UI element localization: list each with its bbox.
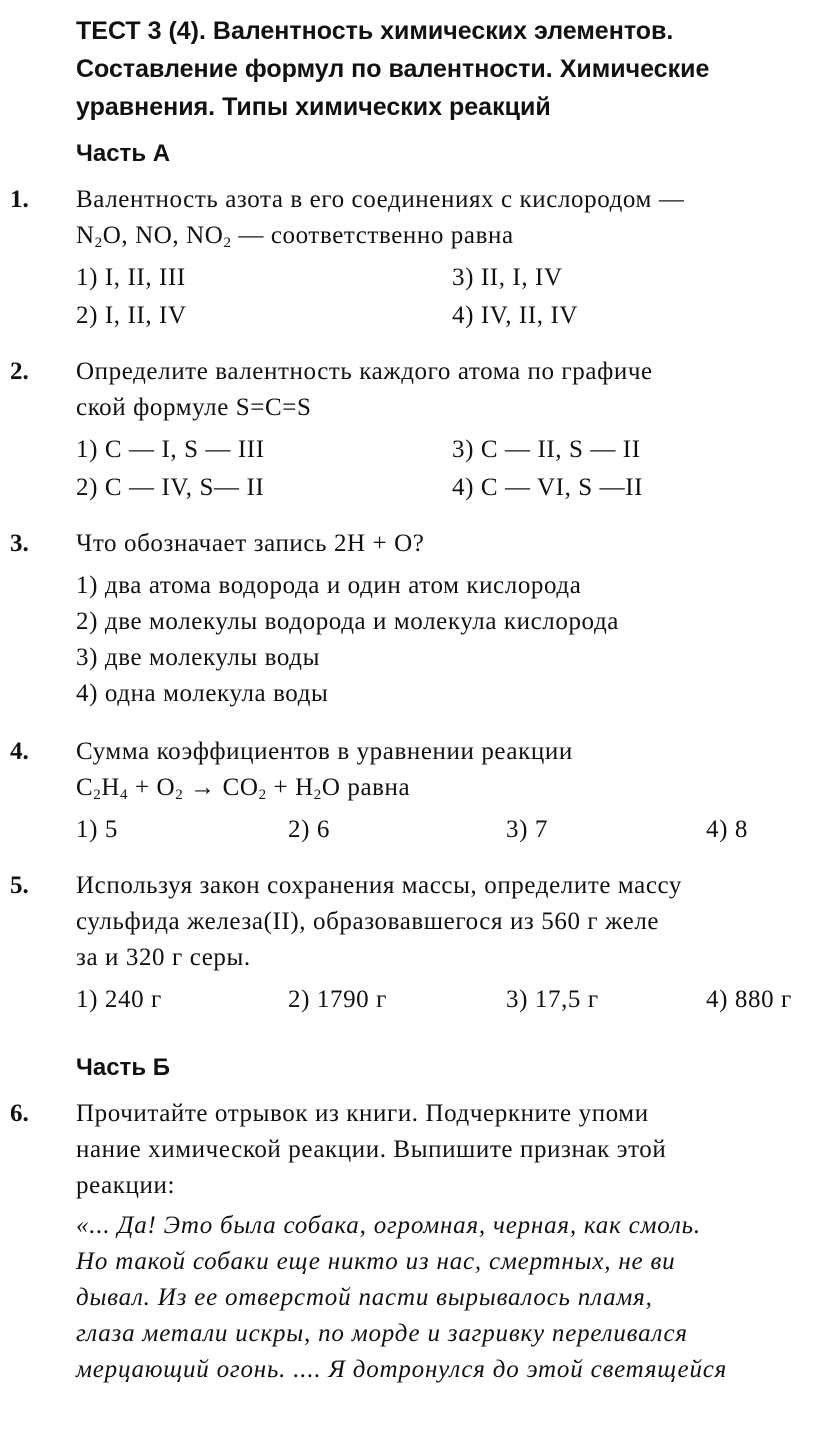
q4-eq-part: O равна (321, 774, 411, 801)
part-a-heading: Часть А (76, 140, 171, 167)
q3-option-2: 2) две молекулы водорода и молекула кислорода (76, 608, 619, 635)
q4-subscript: 4 (120, 787, 129, 803)
q1-subscript: 2 (94, 235, 103, 251)
q2-option-2: 2) C — IV, S— II (76, 474, 265, 501)
q4-eq-part: + O (128, 774, 176, 801)
q4-number: 4. (10, 738, 29, 765)
q6-number: 6. (10, 1100, 29, 1127)
q6-text-line-1: Прочитайте отрывок из книги. Подчеркните упоми (76, 1100, 649, 1127)
q5-text-line-3: за и 320 г серы. (76, 944, 251, 971)
q2-option-1: 1) C — I, S — III (76, 436, 265, 463)
q4-eq-part: + H (266, 774, 314, 801)
part-b-heading: Часть Б (76, 1054, 170, 1081)
q1-option-2: 2) I, II, IV (76, 302, 187, 329)
q6-quote-line-2: Но такой собаки еще никто из нас, смертных, не ви (76, 1248, 676, 1275)
q1-subscript: 2 (223, 235, 232, 251)
q5-text-line-2: сульфида железа(II), образовавшегося из 560 г желе (76, 908, 660, 935)
q4-eq-part: C (76, 774, 94, 801)
q2-option-4: 4) C — VI, S —II (452, 474, 644, 501)
q2-text-line-2: ской формуле S=C=S (76, 394, 312, 421)
q6-text-line-2: нание химической реакции. Выпишите признак этой (76, 1136, 667, 1163)
q6-quote-line-3: дывал. Из ее отверстой пасти вырывалось пламя, (76, 1284, 653, 1311)
q5-text-line-1: Используя закон сохранения массы, определите массу (76, 872, 683, 899)
q5-number: 5. (10, 872, 29, 899)
q5-option-4: 4) 880 г (706, 986, 792, 1013)
q5-option-3: 3) 17,5 г (506, 986, 599, 1013)
q1-text-line-2 (76, 222, 514, 250)
q3-option-3: 3) две молекулы воды (76, 644, 321, 671)
q4-option-2: 2) 6 (288, 816, 330, 843)
q5-option-2: 2) 1790 г (288, 986, 387, 1013)
title-line-3: уравнения. Типы химических реакций (76, 93, 551, 121)
q4-option-1: 1) 5 (76, 816, 118, 843)
q6-quote-line-4: глаза метали искры, по морде и загривку переливался (76, 1320, 688, 1347)
test-title (76, 12, 816, 126)
q4-option-3: 3) 7 (506, 816, 548, 843)
q6-quote-line-5: мерцающий огонь. .... Я дотронулся до этой светящейся (76, 1356, 728, 1383)
q3-number: 3. (10, 530, 29, 557)
title-line-1: ТЕСТ 3 (4). Валентность химических элементов. (76, 17, 674, 45)
q4-subscript: 2 (93, 787, 102, 803)
q1-number: 1. (10, 186, 29, 213)
q4-subscript: 2 (313, 787, 322, 803)
q3-text-line-1: Что обозначает запись 2H + O? (76, 530, 425, 557)
q1-formula-part: N (76, 222, 95, 249)
q6-quote-line-1: «... Да! Это была собака, огромная, черная, как смоль. (76, 1212, 701, 1239)
q1-option-1: 1) I, II, III (76, 264, 186, 291)
q2-number: 2. (10, 358, 29, 385)
q5-option-1: 1) 240 г (76, 986, 162, 1013)
q4-option-4: 4) 8 (706, 816, 748, 843)
q1-option-4: 4) IV, II, IV (452, 302, 579, 329)
title-line-2: Составление формул по валентности. Химические (76, 55, 710, 83)
q2-text-line-1: Определите валентность каждого атома по графиче (76, 358, 653, 385)
q1-formula-part: O, NO, NO (102, 222, 224, 249)
q4-text-line-1: Сумма коэффициентов в уравнении реакции (76, 738, 573, 765)
q3-option-1: 1) два атома водорода и один атом кислорода (76, 572, 582, 599)
q4-eq-part: H (101, 774, 121, 801)
q4-equation (76, 774, 410, 802)
q6-text-line-3: реакции: (76, 1172, 176, 1199)
q1-formula-part: — соответственно равна (231, 222, 514, 249)
q1-text-line-1: Валентность азота в его соединениях с кислородом — (76, 186, 685, 213)
q3-option-4: 4) одна молекула воды (76, 680, 329, 707)
q4-subscript: 2 (258, 787, 267, 803)
q2-option-3: 3) C — II, S — II (452, 436, 641, 463)
q4-subscript: 2 (175, 787, 184, 803)
q1-option-3: 3) II, I, IV (452, 264, 563, 291)
q4-eq-part: → CO (183, 774, 259, 801)
